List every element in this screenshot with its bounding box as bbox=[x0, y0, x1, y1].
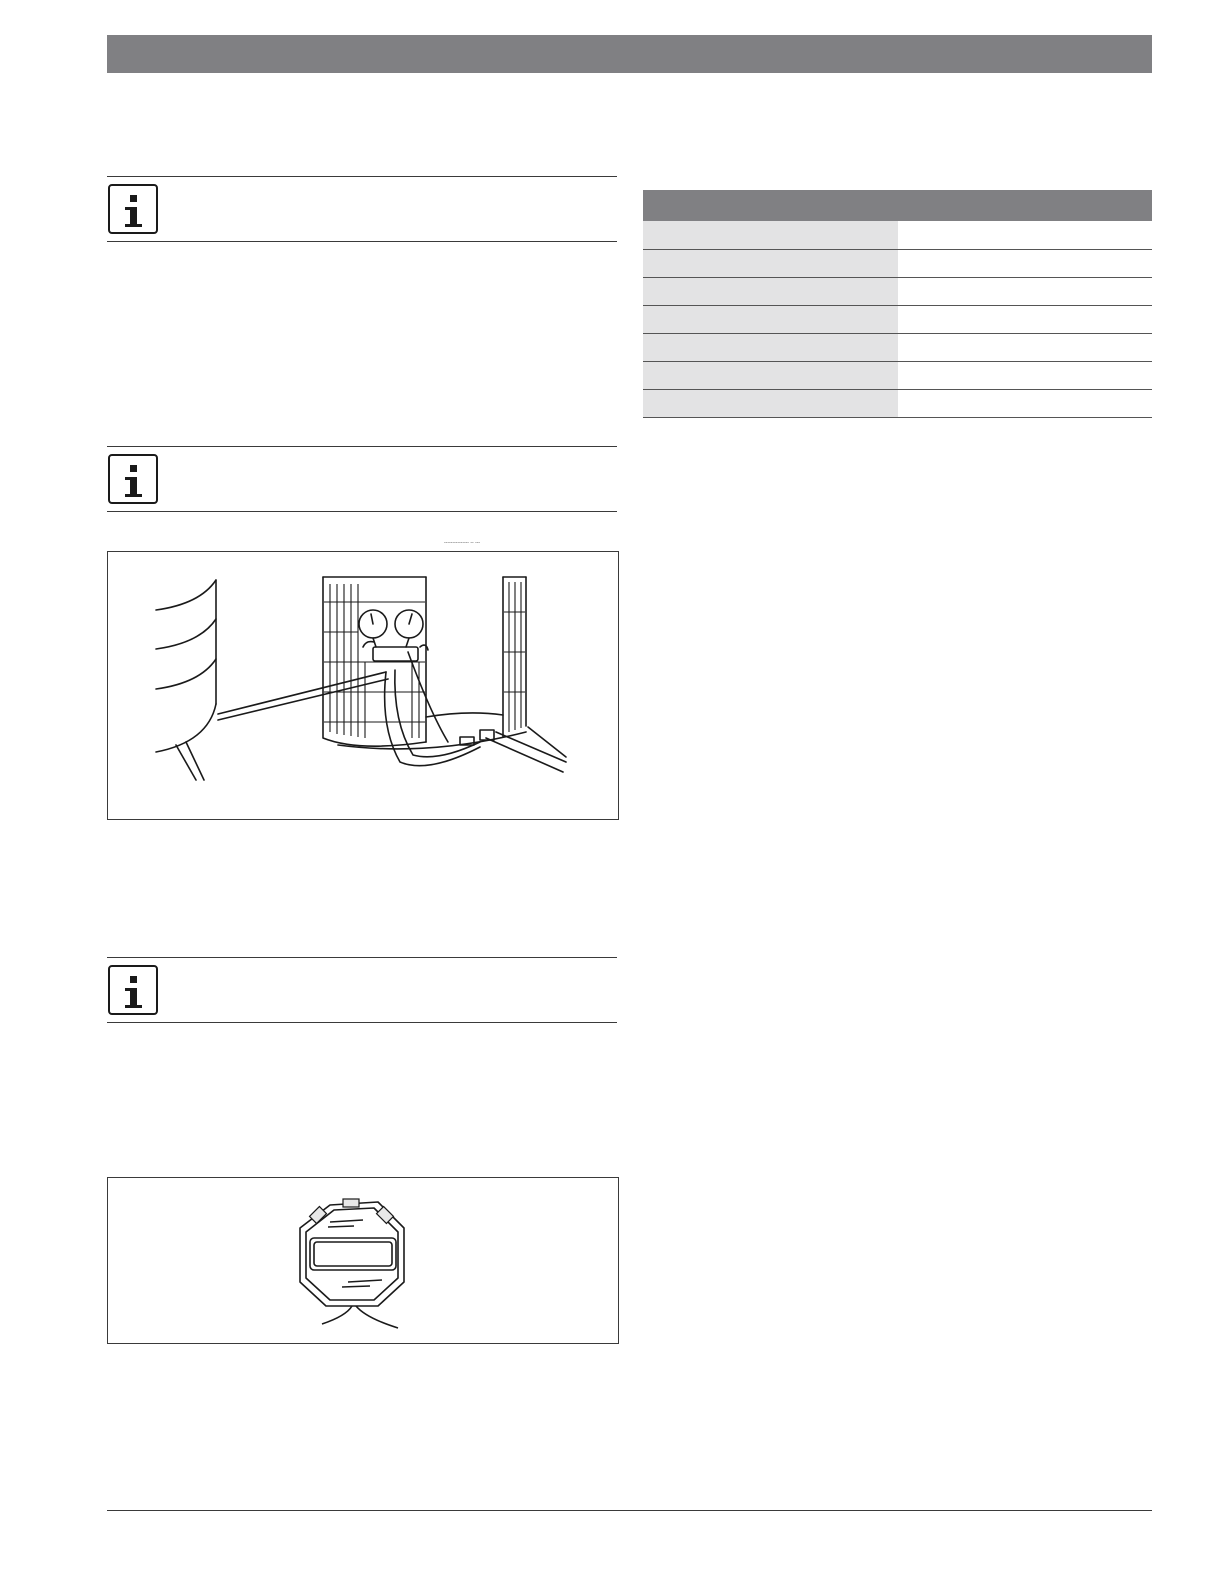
header-bar bbox=[107, 35, 1152, 73]
table-row bbox=[643, 389, 1152, 417]
spec-table-header-cell bbox=[898, 190, 1153, 221]
info-icon bbox=[108, 965, 158, 1015]
table-row bbox=[643, 221, 1152, 249]
spec-value bbox=[898, 333, 1153, 361]
spec-key bbox=[643, 221, 898, 249]
table-row bbox=[643, 333, 1152, 361]
info-icon bbox=[108, 454, 158, 504]
info-note bbox=[107, 446, 617, 512]
charging-scale-illustration bbox=[108, 1178, 618, 1343]
spec-key bbox=[643, 361, 898, 389]
table-row bbox=[643, 277, 1152, 305]
spec-value bbox=[898, 277, 1153, 305]
figure-charging-scale bbox=[107, 1177, 619, 1344]
info-note bbox=[107, 957, 617, 1023]
spec-value bbox=[898, 249, 1153, 277]
spec-value bbox=[898, 221, 1153, 249]
figure-refrigerant-charging bbox=[107, 551, 619, 820]
table-row bbox=[643, 249, 1152, 277]
spec-table bbox=[643, 190, 1152, 418]
spec-key bbox=[643, 389, 898, 417]
table-row bbox=[643, 361, 1152, 389]
spec-value bbox=[898, 389, 1153, 417]
table-row bbox=[643, 305, 1152, 333]
footer-rule bbox=[107, 1510, 1152, 1511]
spec-key bbox=[643, 277, 898, 305]
info-icon bbox=[108, 184, 158, 234]
spec-key bbox=[643, 305, 898, 333]
spec-key bbox=[643, 333, 898, 361]
figure-code: --------------- -- --- bbox=[444, 541, 481, 545]
spec-table-header-cell bbox=[643, 190, 898, 221]
spec-table-header bbox=[643, 190, 1152, 221]
spec-key bbox=[643, 249, 898, 277]
spec-value bbox=[898, 361, 1153, 389]
info-note bbox=[107, 176, 617, 242]
spec-value bbox=[898, 305, 1153, 333]
refrigerant-charging-illustration bbox=[108, 552, 618, 819]
